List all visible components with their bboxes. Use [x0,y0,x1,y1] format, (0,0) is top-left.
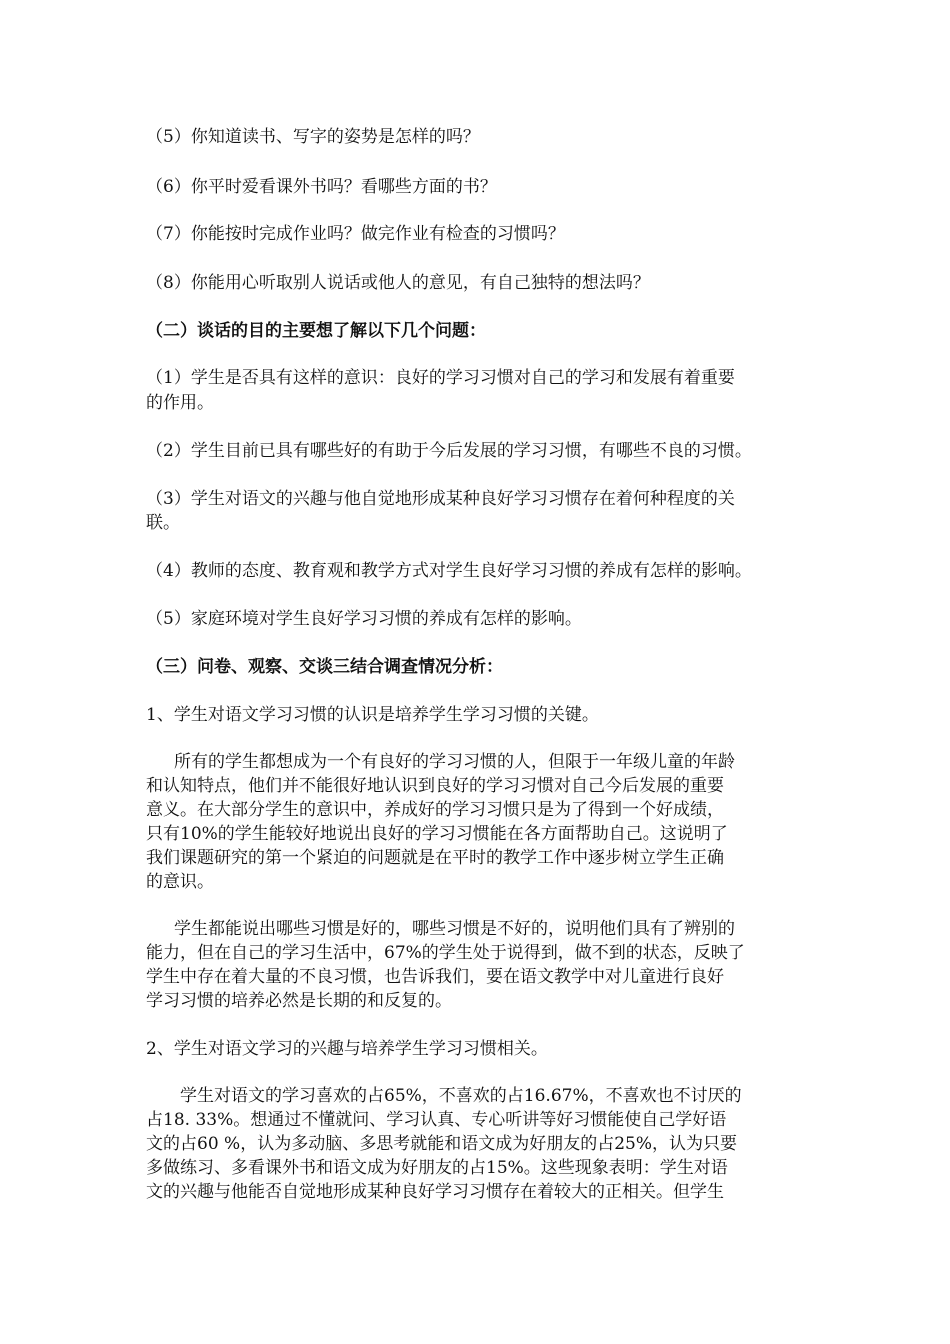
point-1-para-1-line: 所有的学生都想成为一个有良好的学习习惯的人，但限于一年级儿童的年龄 [174,752,735,772]
point-1-para-1-line: 我们课题研究的第一个紧迫的问题就是在平时的教学工作中逐步树立学生正确 [146,848,724,868]
point-2-para-1-line: 占18. 33%。想通过不懂就问、学习认真、专心听讲等好习惯能使自己学好语 [146,1110,727,1130]
point-1-para-1-line: 的意识。 [146,872,214,892]
section-2-item-1-line-1: （1）学生是否具有这样的意识：良好的学习习惯对自己的学习和发展有着重要 [146,368,735,388]
question-6: （6）你平时爱看课外书吗？看哪些方面的书？ [146,177,497,197]
point-1-para-2-line: 学生都能说出哪些习惯是好的，哪些习惯是不好的，说明他们具有了辨别的 [174,919,735,939]
section-2-heading: （二）谈话的目的主要想了解以下几个问题： [146,321,486,341]
section-2-item-4: （4）教师的态度、教育观和教学方式对学生良好学习习惯的养成有怎样的影响。 [146,561,752,581]
point-2-para-1-line: 多做练习、多看课外书和语文成为好朋友的占15%。这些现象表明：学生对语 [146,1158,728,1178]
section-2-item-2: （2）学生目前已具有哪些好的有助于今后发展的学习习惯，有哪些不良的习惯。 [146,441,752,461]
point-1-para-2-line: 学习习惯的培养必然是长期的和反复的。 [146,991,452,1011]
question-7: （7）你能按时完成作业吗？做完作业有检查的习惯吗？ [146,224,565,244]
point-1-title: 1、学生对语文学习习惯的认识是培养学生学习习惯的关键。 [146,705,599,725]
section-2-item-3-line-2: 联。 [146,513,180,533]
point-2-para-1-line: 文的占60 %，认为多动脑、多思考就能和语文成为好朋友的占25%，认为只要 [146,1134,737,1154]
question-8: （8）你能用心听取别人说话或他人的意见，有自己独特的想法吗？ [146,273,650,293]
question-5: （5）你知道读书、写字的姿势是怎样的吗？ [146,127,480,147]
point-1-para-2-line: 能力，但在自己的学习生活中，67%的学生处于说得到，做不到的状态，反映了 [146,943,745,963]
point-2-para-1-line: 文的兴趣与他能否自觉地形成某种良好学习习惯存在着较大的正相关。但学生 [146,1182,724,1202]
point-1-para-1-line: 意义。在大部分学生的意识中，养成好的学习习惯只是为了得到一个好成绩， [146,800,724,820]
point-1-para-2-line: 学生中存在着大量的不良习惯，也告诉我们，要在语文教学中对儿童进行良好 [146,967,724,987]
point-1-para-1-line: 只有10%的学生能较好地说出良好的学习习惯能在各方面帮助自己。这说明了 [146,824,728,844]
point-2-para-1-line: 学生对语文的学习喜欢的占65%，不喜欢的占16.67%，不喜欢也不讨厌的 [180,1086,742,1106]
point-1-para-1-line: 和认知特点，他们并不能很好地认识到良好的学习习惯对自己今后发展的重要 [146,776,724,796]
section-2-item-1-line-2: 的作用。 [146,393,214,413]
section-2-item-3-line-1: （3）学生对语文的兴趣与他自觉地形成某种良好学习习惯存在着何种程度的关 [146,489,735,509]
point-2-title: 2、学生对语文学习的兴趣与培养学生学习习惯相关。 [146,1039,548,1059]
section-3-heading: （三）问卷、观察、交谈三结合调查情况分析： [146,657,503,677]
section-2-item-5: （5）家庭环境对学生良好学习习惯的养成有怎样的影响。 [146,609,582,629]
